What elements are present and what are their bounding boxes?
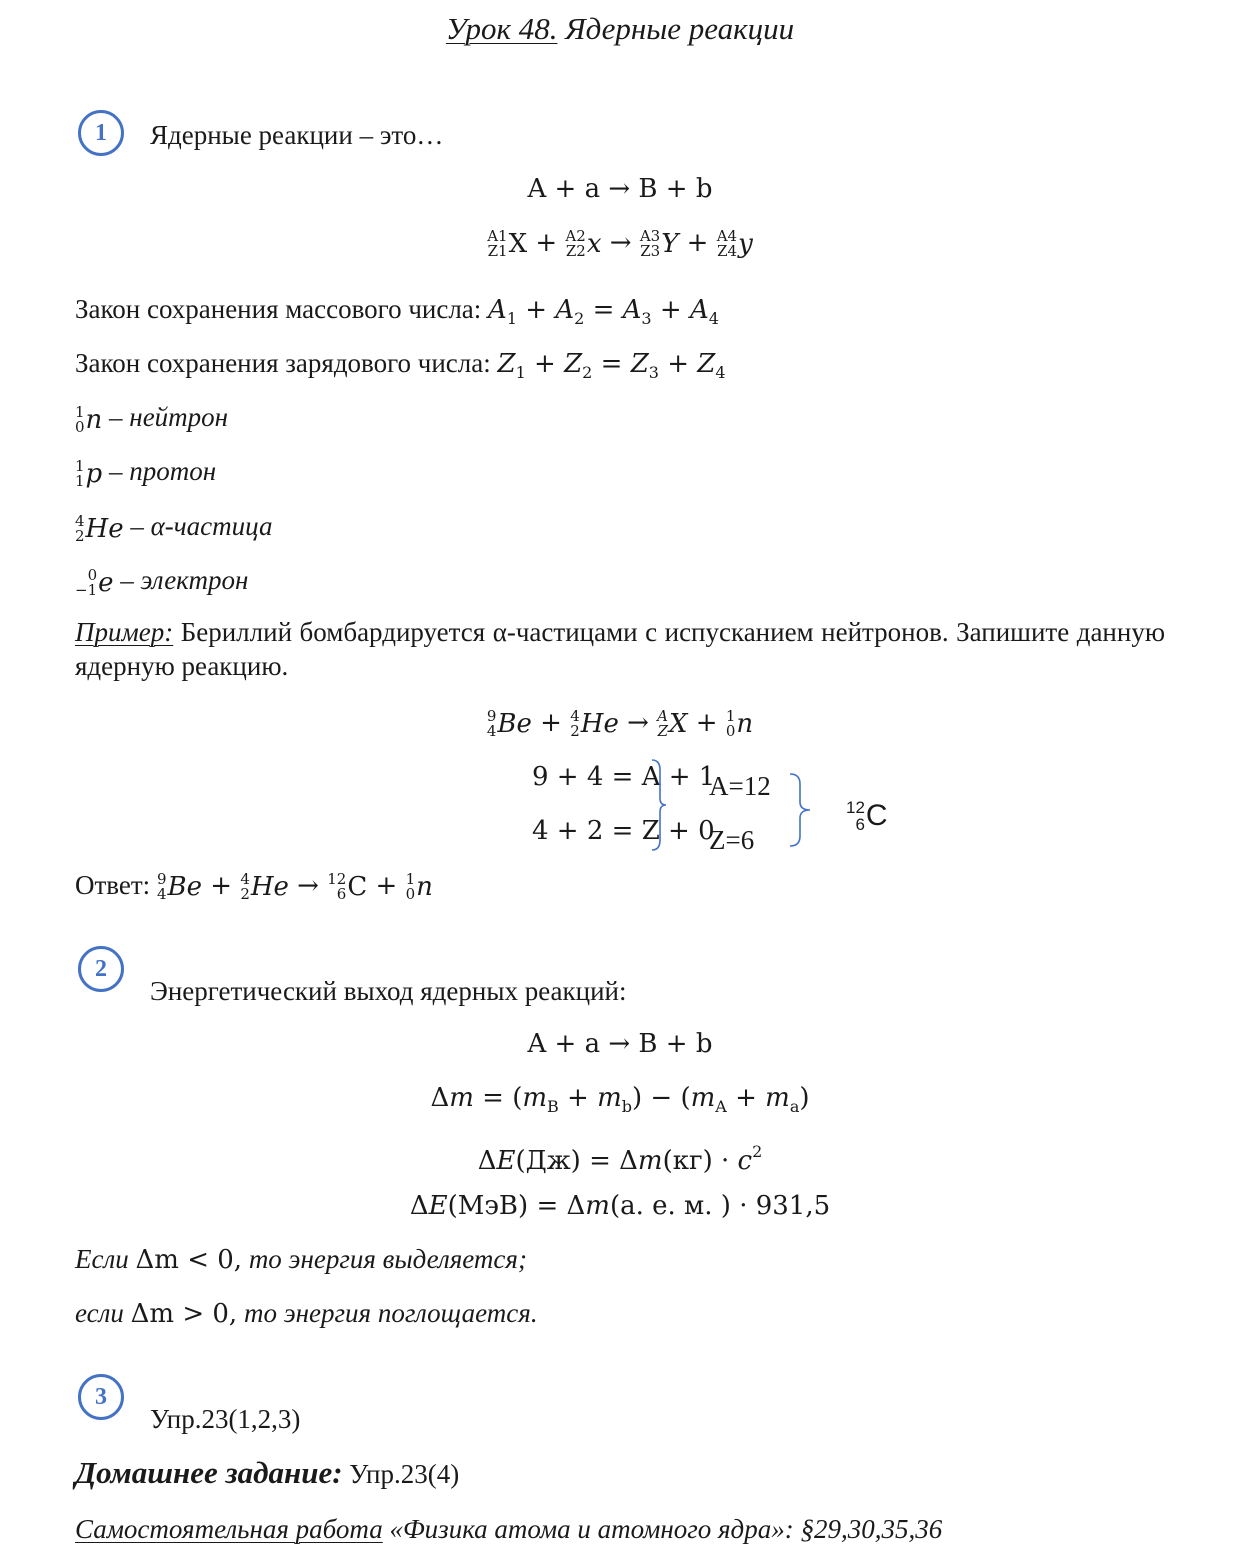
- section-1-badge: 1: [78, 110, 124, 156]
- example-text: Бериллий бомбардируется α-частицами с испусканием нейтронов. Запишите данную ядерную реакцию.: [75, 617, 1166, 681]
- result-z: Z=6: [709, 825, 755, 855]
- energy-mev-formula: ΔE(МэВ) = Δm(а. е. м. ) · 931,5: [409, 1191, 831, 1221]
- section-2-general-equation: A + a → B + b: [527, 1029, 713, 1059]
- charge-conservation-law: [75, 346, 726, 390]
- independent-work-line: [75, 1512, 942, 1546]
- brace-right: [788, 772, 818, 848]
- charge-law-formula: $Z_1 + Z_2 = Z_3 + Z_4$: [497, 349, 726, 382]
- particle-alpha: 4 2 He – α-частица: [75, 511, 273, 545]
- mass-law-formula: $A_1 + A_2 = A_3 + A_4$: [488, 295, 719, 328]
- homework-line: [75, 1456, 459, 1491]
- section-1-heading: Ядерные реакции – это…: [150, 120, 444, 150]
- independent-work-label: Самостоятельная работа: [75, 1514, 383, 1544]
- nuclide-3: A3 Z3 Y: [639, 227, 679, 260]
- result-nuclide: 12 6 C: [846, 797, 888, 834]
- general-reaction-text: A + a → B + b: [527, 174, 713, 204]
- example-equation: 9 4 Be + 4 2 He → A Z X + 1 0 n: [486, 707, 754, 740]
- example-label: Пример:: [75, 617, 174, 647]
- homework-label: Домашнее задание:: [75, 1455, 343, 1490]
- calc-charge: 4 + 2 = Z + 0: [532, 816, 715, 846]
- condition-absorb: если Δm > 0, то энергия поглощается.: [75, 1298, 538, 1329]
- brace-left: [650, 758, 670, 852]
- particle-proton: 1 1 p – протон: [75, 456, 217, 490]
- energy-joules-formula: $\Delta E(Дж) = \Delta m(кг) \cdot c^2$: [477, 1142, 763, 1176]
- charge-law-label: Закон сохранения зарядового числа:: [75, 348, 491, 378]
- section-3-badge: 3: [78, 1374, 124, 1420]
- answer-line: [75, 868, 433, 904]
- example-paragraph: [75, 615, 1165, 683]
- plus: +: [535, 228, 558, 258]
- result-a: A=12: [709, 771, 771, 801]
- general-reaction-equation: [0, 172, 1240, 206]
- calc-mass: 9 + 4 = A + 1: [532, 762, 716, 792]
- particle-neutron: 1 0 n – нейтрон: [75, 402, 229, 436]
- page-title: [0, 12, 1240, 46]
- particle-electron: 0 −1 e – электрон: [75, 565, 249, 599]
- arrow: →: [609, 228, 632, 258]
- section-2-heading: Энергетический выход ядерных реакций:: [150, 976, 627, 1006]
- nuclide-2: A2 Z2 x: [565, 227, 602, 260]
- mass-conservation-law: [75, 292, 719, 336]
- independent-work-text: «Физика атома и атомного ядра»: §29,30,35,36: [389, 1514, 943, 1544]
- plus: +: [686, 228, 709, 258]
- nuclide-1: A1 Z1 X: [487, 227, 528, 260]
- lesson-topic: Ядерные реакции: [565, 11, 795, 46]
- nuclide-4: A4 Z4 y: [716, 227, 753, 260]
- nuclide-equation: [0, 226, 1240, 261]
- mass-law-label: Закон сохранения массового числа:: [75, 294, 482, 324]
- section-2-badge: 2: [78, 946, 124, 992]
- answer-equation: 9 4 Be + 4 2 He → 12 6 C + 1 0 n: [156, 870, 433, 903]
- delta-m-formula: $\Delta m = (m_B + m_b) - (m_A + m_a)$: [430, 1083, 810, 1116]
- answer-label: Ответ:: [75, 870, 151, 900]
- lesson-number: Урок 48.: [445, 11, 558, 46]
- homework-text: Упр.23(4): [349, 1459, 460, 1489]
- section-3-exercise: Упр.23(1,2,3): [150, 1404, 301, 1434]
- condition-release: Если Δm < 0, то энергия выделяется;: [75, 1244, 527, 1275]
